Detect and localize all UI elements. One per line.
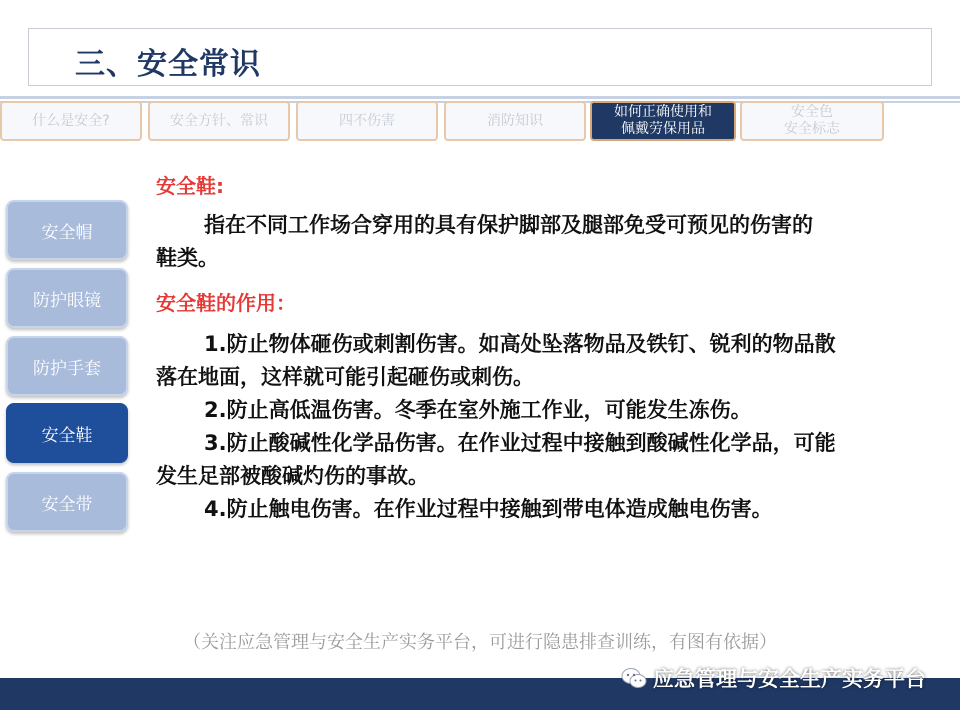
function-item-4: 4.防止触电伤害。在作业过程中接触到带电体造成触电伤害。 (204, 497, 773, 521)
tab-label-line2: 佩戴劳保用品 (621, 121, 705, 137)
function-item-3: 3.防止酸碱性化学品伤害。在作业过程中接触到酸碱性化学品，可能 (204, 431, 836, 455)
content-panel (156, 170, 936, 526)
function-item-1: 1.防止物体砸伤或刺割伤害。如高处坠落物品及铁钉、锐利的物品散 (204, 332, 836, 356)
footer-hint: （关注应急管理与安全生产实务平台，可进行隐患排查训练，有图有依据） (183, 632, 777, 653)
definition-text: 指在不同工作场合穿用的具有保护脚部及腿部免受可预见的伤害的 (204, 213, 813, 237)
sidebar-item-goggles[interactable] (6, 268, 128, 328)
tab-label-line1: 安全色 (791, 104, 833, 120)
tab-label: 安全方针、常识 (170, 112, 268, 129)
tab-label-line1: 如何正确使用和 (614, 104, 712, 120)
tab-label-line2: 安全标志 (784, 121, 840, 137)
section-heading-safety-shoes: 安全鞋: (156, 174, 224, 198)
tab-what-is-safety[interactable] (0, 101, 142, 141)
tab-safety-signs[interactable] (740, 101, 884, 141)
function-item-1-cont: 落在地面，这样就可能引起砸伤或刺伤。 (156, 365, 534, 389)
tab-fire-knowledge[interactable] (444, 101, 586, 141)
sidebar-item-label: 安全鞋 (41, 425, 93, 446)
title-box (28, 28, 932, 86)
brand-watermark (621, 663, 926, 693)
section-heading-functions: 安全鞋的作用： (156, 291, 296, 315)
sidebar-item-safety-belt[interactable] (6, 472, 128, 532)
sidebar-item-label: 安全带 (41, 494, 93, 515)
sidebar-item-label: 安全帽 (41, 222, 93, 243)
tab-label: 消防知识 (487, 112, 543, 129)
tab-label: 四不伤害 (339, 112, 395, 129)
tab-label: 什么是安全? (32, 112, 110, 129)
sidebar-item-gloves[interactable] (6, 336, 128, 396)
sidebar-item-safety-shoes[interactable] (6, 403, 128, 463)
sidebar-item-label: 防护眼镜 (33, 290, 101, 311)
tab-bar (0, 101, 960, 143)
tab-four-no-harm[interactable] (296, 101, 438, 141)
function-item-2: 2.防止高低温伤害。冬季在室外施工作业，可能发生冻伤。 (204, 398, 752, 422)
sidebar-item-helmet[interactable] (6, 200, 128, 260)
page-title: 三、安全常识 (75, 47, 261, 82)
tab-ppe-usage[interactable] (590, 101, 736, 141)
definition-text-cont: 鞋类。 (156, 246, 219, 270)
tab-safety-policy[interactable] (148, 101, 290, 141)
wechat-icon (621, 667, 647, 689)
function-item-3-cont: 发生足部被酸碱灼伤的事故。 (156, 464, 429, 488)
brand-label: 应急管理与安全生产实务平台 (653, 667, 926, 691)
sidebar-item-label: 防护手套 (33, 358, 101, 379)
